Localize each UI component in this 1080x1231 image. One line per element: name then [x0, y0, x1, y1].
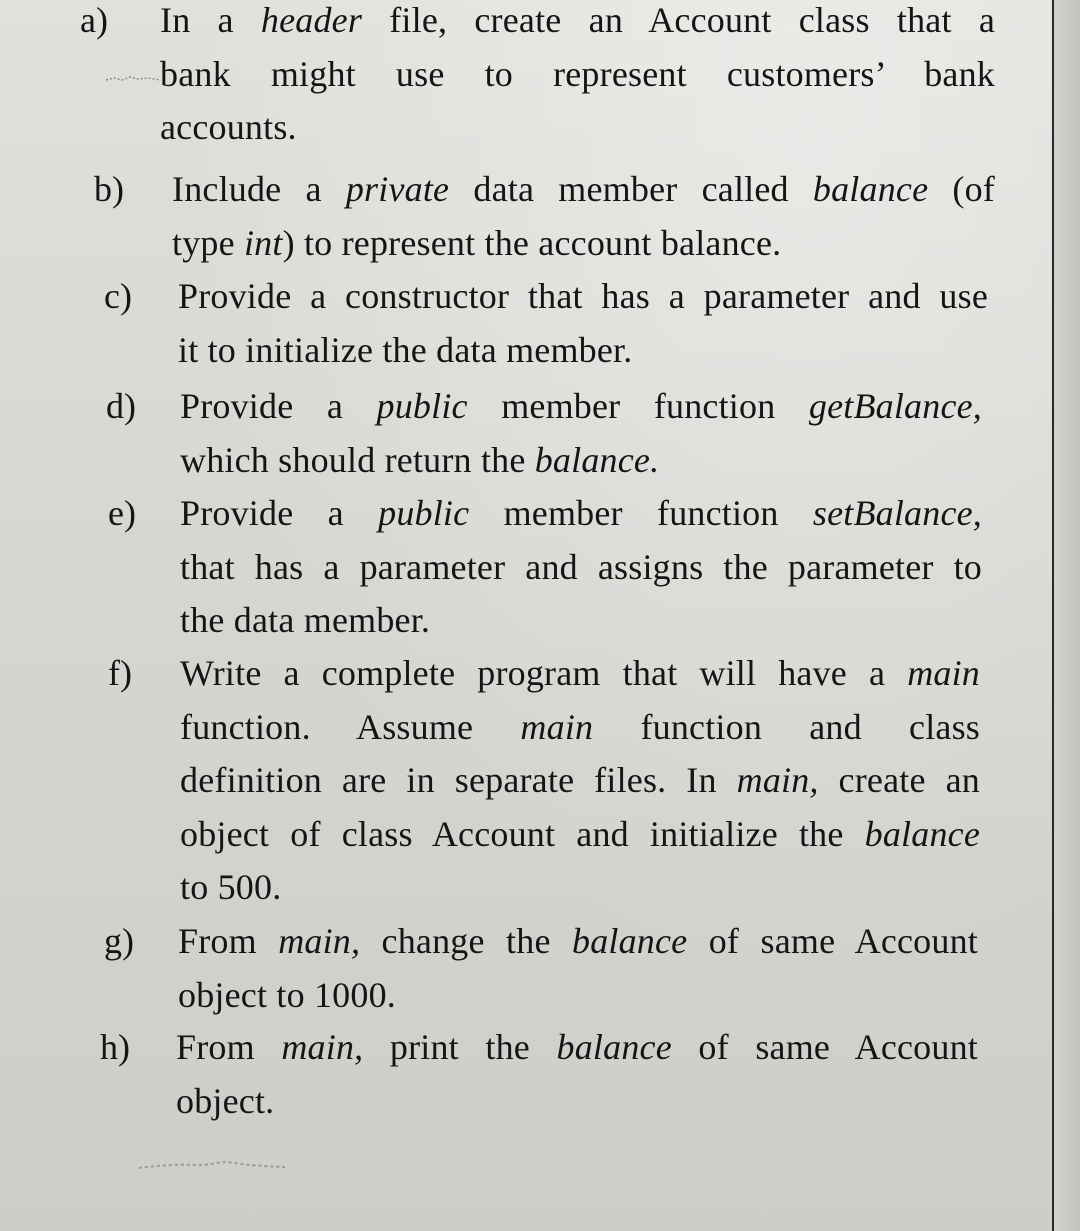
text-run: bank might use to represent customers’ bank [160, 53, 995, 94]
text-run: it to initialize the data member. [178, 329, 633, 370]
item-marker: b) [94, 169, 124, 209]
item-text-line [180, 808, 980, 861]
item-text-line [180, 541, 982, 594]
item-text-line [176, 1021, 978, 1074]
pencil-mark [104, 72, 164, 84]
item-text-line [178, 969, 396, 1022]
text-run: file, create an Account class that a [362, 0, 995, 40]
item-text-line [160, 48, 995, 101]
text-run: which should return the [180, 439, 535, 480]
italic-term: main [907, 653, 980, 693]
item-text-line [178, 915, 978, 968]
italic-term: main, [736, 760, 819, 800]
item-marker: f) [108, 653, 132, 693]
item-text-line [160, 0, 995, 47]
item-text-line [178, 324, 632, 377]
text-run: definition are in separate files. In [180, 760, 737, 800]
italic-term: public [376, 386, 468, 426]
italic-term: balance [864, 813, 980, 854]
italic-term: getBalance, [808, 386, 982, 426]
text-run: type [172, 222, 244, 263]
item-marker: c) [104, 276, 132, 316]
text-run: of same Account [671, 1027, 978, 1067]
text-run: Provide a [180, 386, 377, 426]
text-run: data member called [449, 169, 813, 209]
italic-term: balance [812, 169, 929, 209]
italic-term: main [520, 706, 594, 747]
item-text-line [160, 101, 297, 154]
item-text-line [180, 701, 980, 754]
text-run: the data member. [180, 600, 431, 640]
text-run: object. [176, 1080, 275, 1121]
text-run: object to 1000. [178, 974, 396, 1015]
item-text-line [180, 594, 430, 647]
text-run: member function [469, 493, 813, 533]
text-run: of same Account [687, 921, 978, 961]
italic-term: setBalance, [812, 493, 982, 533]
text-run: In a [160, 0, 261, 40]
item-text-line [180, 487, 982, 540]
italic-term: balance. [534, 439, 660, 480]
item-text-line [178, 270, 988, 323]
item-text-line [180, 647, 980, 700]
text-run: From [176, 1027, 282, 1067]
text-run: that has a parameter and assigns the parameter to [180, 546, 982, 587]
item-text-line [180, 434, 659, 487]
text-run: function and class [593, 706, 980, 747]
item-marker: h) [100, 1027, 130, 1067]
text-run: ) to represent the account balance. [282, 222, 782, 263]
pencil-mark [135, 1154, 295, 1174]
item-marker: e) [108, 493, 136, 533]
text-run: change the [360, 921, 572, 961]
item-text-line [180, 754, 980, 807]
item-marker: a) [80, 0, 108, 40]
page-edge [1052, 0, 1080, 1231]
italic-term: header [260, 0, 363, 40]
text-run: Provide a [180, 493, 379, 533]
text-run: Provide a constructor that has a parameter and use [178, 276, 988, 316]
item-marker: g) [104, 921, 134, 961]
item-marker: d) [106, 386, 136, 426]
italic-term: public [378, 493, 470, 533]
italic-term: int [243, 222, 283, 263]
text-run: object of class Account and initialize the [180, 813, 865, 854]
italic-term: balance [572, 921, 688, 961]
text-run: Write a complete program that will have a [180, 653, 908, 693]
item-text-line [176, 1075, 274, 1128]
italic-term: main, [278, 921, 361, 961]
item-text-line [172, 217, 781, 270]
text-run: create an [818, 760, 980, 800]
text-run: (of [928, 169, 995, 209]
item-text-line [172, 163, 995, 216]
text-run: Include a [172, 169, 346, 209]
text-run: From [178, 921, 279, 961]
text-run: member function [467, 386, 809, 426]
text-run: print the [363, 1027, 557, 1067]
text-run: accounts. [160, 107, 297, 147]
italic-term: private [345, 169, 450, 209]
item-text-line [180, 861, 281, 914]
italic-term: main, [281, 1027, 364, 1067]
text-run: function. Assume [180, 706, 521, 747]
item-text-line [180, 380, 982, 433]
text-run: to 500. [180, 867, 282, 907]
italic-term: balance [556, 1027, 672, 1067]
